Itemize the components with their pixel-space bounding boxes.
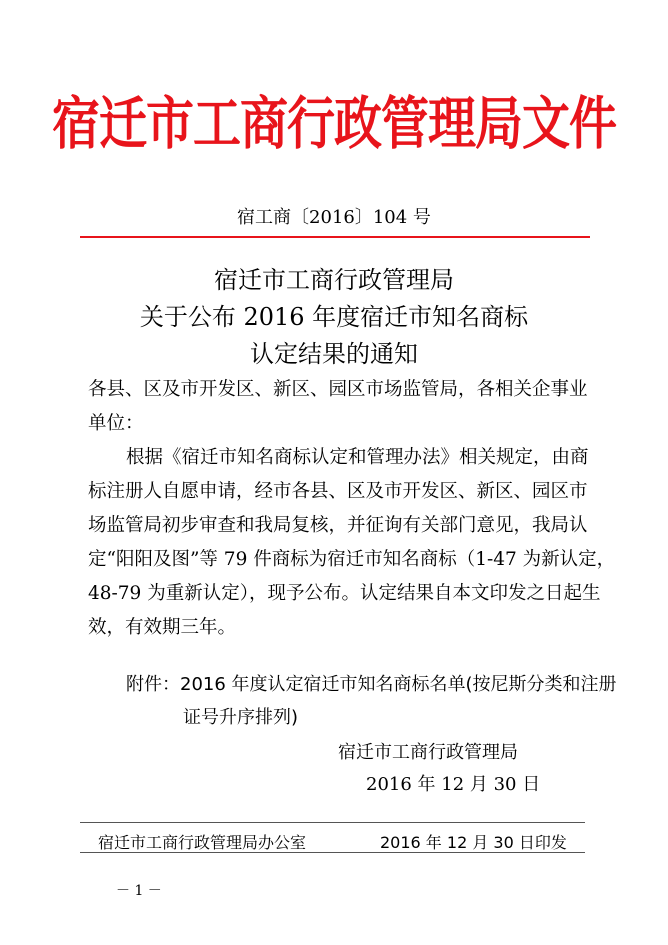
document-number: 宿工商〔2016〕104 号: [237, 207, 431, 228]
footer-top-line: [80, 822, 585, 823]
title-line-3: 认定结果的通知: [250, 340, 418, 368]
red-divider-line: [80, 236, 590, 238]
body-line-4: 定“阳阳及图”等 79 件商标为宿迁市知名商标（1-47 为新认定，: [88, 549, 616, 570]
footer-bottom-line: [80, 852, 585, 853]
body-line-5: 48-79 为重新认定），现予公布。认定结果自本文印发之日起生: [88, 583, 601, 604]
body-line-6: 效，有效期三年。: [88, 617, 237, 638]
signature-date: 2016 年 12 月 30 日: [366, 774, 541, 795]
footer-office: 宿迁市工商行政管理局办公室: [98, 833, 307, 852]
body-line-3: 场监管局初步审查和我局复核，并征询有关部门意见，我局认: [88, 515, 588, 536]
body-line-1: 根据《宿迁市知名商标认定和管理办法》相关规定，由商: [126, 447, 589, 468]
title-line-2: 关于公布 2016 年度宿迁市知名商标: [139, 303, 529, 331]
signature-org: 宿迁市工商行政管理局: [338, 742, 518, 763]
title-line-1: 宿迁市工商行政管理局: [214, 266, 454, 294]
body-line-2: 标注册人自愿申请，经市各县、区及市开发区、新区、园区市: [88, 481, 588, 502]
page-number: － 1 －: [116, 883, 162, 899]
greeting-line-1: 各县、区及市开发区、新区、园区市场监管局，各相关企事业: [88, 379, 588, 400]
document-header-title: 宿迁市工商行政管理局文件: [51, 90, 616, 158]
greeting-line-2: 单位：: [88, 413, 144, 434]
attachment-line-1: 附件：2016 年度认定宿迁市知名商标名单(按尼斯分类和注册: [126, 674, 617, 695]
attachment-line-2: 证号升序排列): [183, 707, 299, 728]
footer-print-date: 2016 年 12 月 30 日印发: [380, 833, 567, 852]
